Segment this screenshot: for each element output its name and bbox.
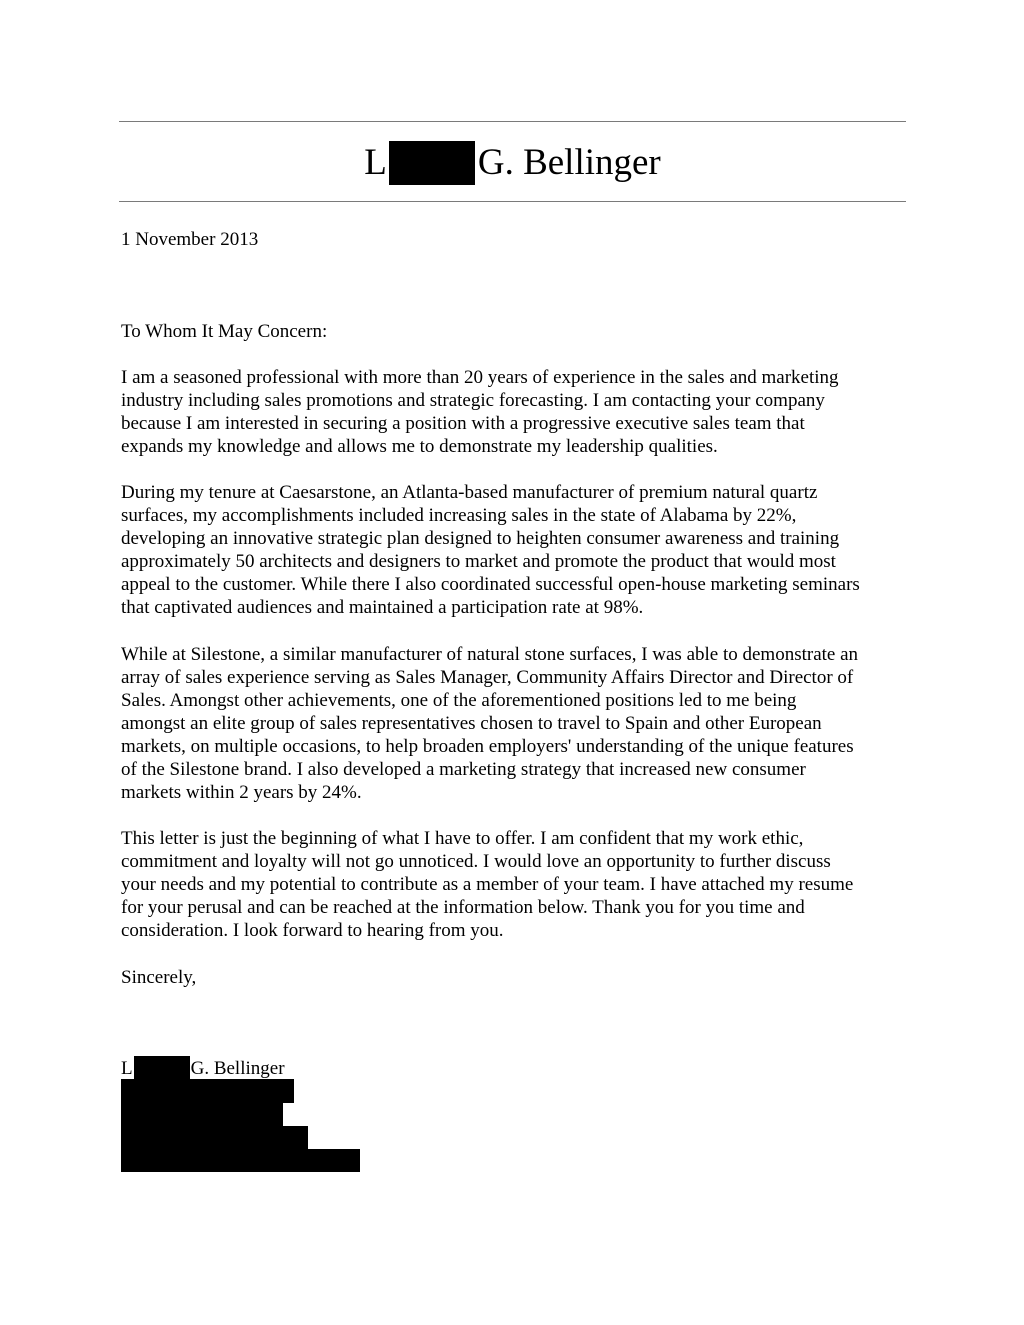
paragraph-3: [121, 643, 921, 804]
redacted-contact-line: [121, 1149, 360, 1172]
letterhead-name-redaction: [389, 141, 475, 185]
redacted-contact-line: [121, 1079, 294, 1103]
paragraph-1: [121, 366, 921, 458]
redacted-contact-line: [121, 1103, 283, 1127]
paragraph-4-line: This letter is just the beginning of what I have to offer. I am confident that my work ethic,: [121, 828, 804, 849]
letter-date: 1 November 2013: [121, 229, 259, 250]
paragraph-1-line: expands my knowledge and allows me to demonstrate my leadership qualities.: [121, 436, 718, 457]
paragraph-2: [121, 481, 921, 619]
paragraph-2-line: During my tenure at Caesarstone, an Atlanta-based manufacturer of premium natural quartz: [121, 482, 818, 503]
letterhead-name-rest: G. Bellinger: [477, 142, 661, 183]
signature-name-initial: L: [121, 1058, 133, 1079]
signature-name-rest: G. Bellinger: [190, 1058, 285, 1079]
letter-closing: Sincerely,: [121, 967, 197, 988]
paragraph-3-line: array of sales experience serving as Sales Manager, Community Affairs Director and Director of: [121, 667, 854, 688]
paragraph-3-line: Sales. Amongst other achievements, one of the aforementioned positions led to me being: [121, 690, 797, 711]
paragraph-3-line: markets, on multiple occasions, to help broaden employers' understanding of the unique features: [121, 736, 854, 757]
paragraph-4: [121, 827, 921, 942]
signature-name-redaction: [134, 1056, 190, 1080]
paragraph-4-line: your needs and my potential to contribute as a member of your team. I have attached my resume: [121, 874, 854, 895]
header-bottom-rule: [119, 201, 906, 202]
paragraph-2-line: that captivated audiences and maintained a participation rate at 98%.: [121, 597, 644, 618]
signature-name: [121, 1057, 285, 1082]
letter-salutation: To Whom It May Concern:: [121, 321, 328, 342]
paragraph-2-line: appeal to the customer. While there I also coordinated successful open-house marketing seminars: [121, 574, 860, 595]
letterhead-name-initial: L: [364, 142, 387, 183]
letterhead-name: [119, 140, 906, 188]
paragraph-3-line: While at Silestone, a similar manufacturer of natural stone surfaces, I was able to demonstrate an: [121, 644, 859, 665]
redacted-contact-line: [121, 1126, 308, 1150]
paragraph-3-line: of the Silestone brand. I also developed a marketing strategy that increased new consumer: [121, 759, 806, 780]
paragraph-2-line: developing an innovative strategic plan designed to heighten consumer awareness and training: [121, 528, 840, 549]
paragraph-2-line: surfaces, my accomplishments included increasing sales in the state of Alabama by 22%,: [121, 505, 797, 526]
paragraph-1-line: industry including sales promotions and strategic forecasting. I am contacting your company: [121, 390, 825, 411]
paragraph-4-line: consideration. I look forward to hearing from you.: [121, 920, 504, 941]
paragraph-4-line: for your perusal and can be reached at the information below. Thank you for you time and: [121, 897, 805, 918]
paragraph-2-line: approximately 50 architects and designers to market and promote the product that would most: [121, 551, 836, 572]
header-top-rule: [119, 121, 906, 122]
paragraph-3-line: amongst an elite group of sales representatives chosen to travel to Spain and other European: [121, 713, 822, 734]
paragraph-4-line: commitment and loyalty will not go unnoticed. I would love an opportunity to further discuss: [121, 851, 831, 872]
paragraph-1-line: I am a seasoned professional with more than 20 years of experience in the sales and marketing: [121, 367, 839, 388]
paragraph-3-line: markets within 2 years by 24%.: [121, 782, 362, 803]
paragraph-1-line: because I am interested in securing a position with a progressive executive sales team that: [121, 413, 805, 434]
